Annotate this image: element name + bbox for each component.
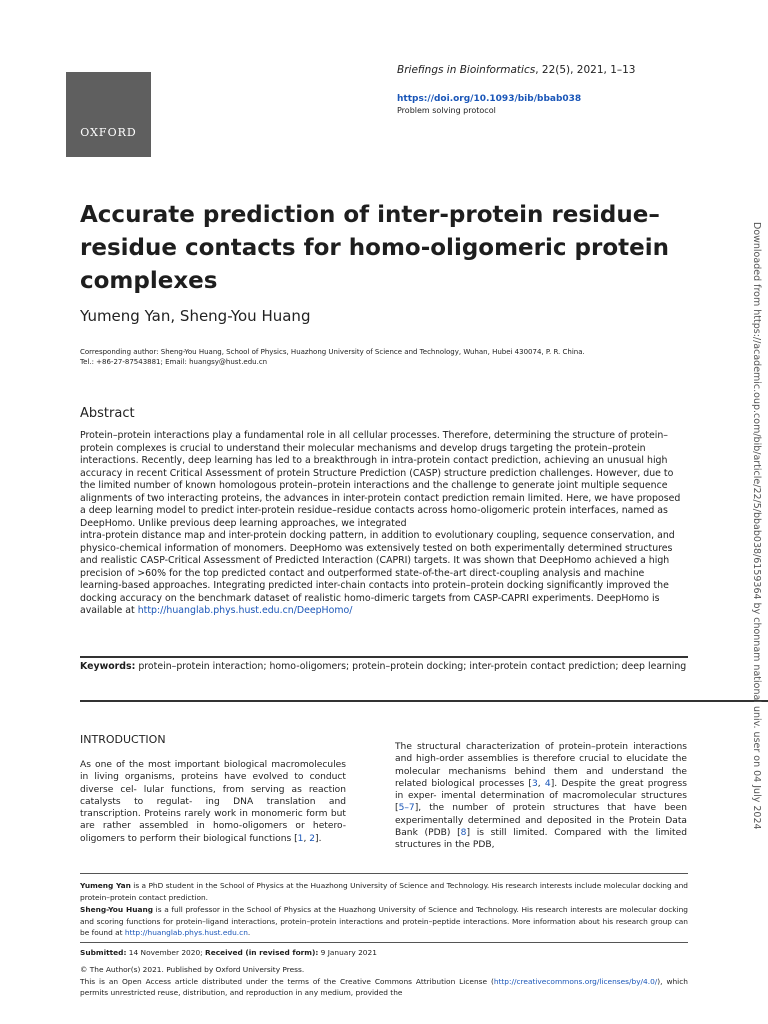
keywords bbox=[80, 660, 688, 674]
introduction-heading: INTRODUCTION bbox=[80, 733, 166, 746]
ref-8[interactable]: 8 bbox=[460, 828, 467, 839]
keywords-text: protein–protein interaction; homo-oligomers; protein–protein docking; inter-protein contact prediction; deep learning bbox=[135, 661, 687, 672]
journal-citation bbox=[397, 64, 636, 76]
ref-separator: , bbox=[303, 833, 310, 844]
received-label: Received (in revised form): bbox=[205, 948, 319, 957]
license-pre: This is an Open Access article distributed under the terms of the Creative Commons Attribution License ( bbox=[80, 976, 494, 986]
keywords-rule-bottom bbox=[80, 700, 768, 702]
bio-yan bbox=[80, 880, 688, 903]
journal-details: , 22(5), 2021, 1–13 bbox=[535, 64, 636, 76]
download-watermark: Downloaded from https://academic.oup.com/bib/article/22/5/bbab038/6159364 by chonnam national univ. user on 04 July 2024 bbox=[751, 222, 762, 830]
abstract-body bbox=[80, 430, 688, 618]
oxford-logo bbox=[66, 72, 151, 157]
bio-yan-name: Yumeng Yan bbox=[80, 881, 131, 890]
copyright-line: © The Author(s) 2021. Published by Oxford University Press. bbox=[80, 965, 305, 974]
ref-2[interactable]: 2 bbox=[309, 833, 316, 844]
introduction-left-column bbox=[80, 759, 346, 845]
intro-right-end: ] is still limited. Compared with the limited structures in the PDB, bbox=[395, 828, 687, 851]
bio-yan-text: is a PhD student in the School of Physics at the Huazhong University of Science and Technology. His research interests include molecular docking and protein–protein contact prediction. bbox=[80, 881, 688, 902]
bio-huang-text: is a full professor in the School of Physics at the Huazhong University of Science and Technology. His research interests are molecular docking and scoring functions for protein–ligand interactions, protein–protein interactions and protein–peptide interactions. More information about his research group can be found at bbox=[80, 905, 689, 937]
bio-huang-end: . bbox=[247, 928, 251, 937]
logo-text: OXFORD bbox=[80, 126, 137, 139]
paper-title: Accurate prediction of inter-protein residue–residue contacts for homo-oligomeric protein complexes bbox=[80, 202, 669, 294]
received-date: 9 January 2021 bbox=[318, 948, 377, 957]
license-link[interactable]: http://creativecommons.org/licenses/by/4.0/ bbox=[493, 976, 658, 986]
bio-huang bbox=[80, 904, 688, 939]
introduction-right-column bbox=[395, 741, 687, 852]
intro-right-text-2: ]. Despite the great progress in exper- imental determination of macromolecular structures [ bbox=[395, 778, 687, 814]
corresponding-line-2: Tel.: +86-27-87543881; Email: huangsy@hust.edu.cn bbox=[80, 358, 268, 366]
license-text bbox=[80, 976, 688, 999]
intro-left-end: ]. bbox=[315, 833, 322, 844]
ref-1[interactable]: 1 bbox=[297, 833, 304, 844]
article-type: Problem solving protocol bbox=[397, 106, 496, 115]
doi-link[interactable]: https://doi.org/10.1093/bib/bbab038 bbox=[397, 94, 582, 104]
bio-huang-name: Sheng-You Huang bbox=[80, 905, 154, 914]
submitted-date: 14 November 2020; bbox=[126, 948, 205, 957]
copyright-notice bbox=[80, 964, 688, 999]
corresponding-line-1: Corresponding author: Sheng-You Huang, School of Physics, Huazhong University of Science and Technology, Wuhan, Hubei 430074, P. R. China. bbox=[80, 348, 585, 356]
submitted-label: Submitted: bbox=[80, 948, 127, 957]
abstract-text: intra-protein distance map and inter-protein docking pattern, in addition to evolutionary coupling, sequence conservation, and physico-chemical information of monomers. DeepHomo was extensively tested on both experimentally determined structures and realistic CASP-Critical Assessment of Predicted Interaction (CAPRI) targets. It was shown that DeepHomo achieved a high precision of >60% for the top predicted contact and outperformed state-of-the-art direct-coupling analysis and machine learning-based approaches. Integrating predicted inter-chain contacts into protein–protein docking significantly improved the docking accuracy on the benchmark dataset of realistic homo-dimeric targets from CASP-CAPRI experiments. DeepHomo is available at bbox=[80, 530, 675, 616]
ref-5-7[interactable]: 5–7 bbox=[398, 803, 415, 814]
author-list: Yumeng Yan, Sheng-You Huang bbox=[80, 307, 311, 325]
abstract-paragraph-1: Protein–protein interactions play a fundamental role in all cellular processes. Therefore, determining the structure of protein–protein complexes is crucial to understand their molecular mechanisms and develop drugs targeting the protein–protein interactions. Recently, deep learning has led to a breakthrough in intra-protein contact prediction, achieving an unusual high accuracy in recent Critical Assessment of protein Structure Prediction (CASP) structure prediction challenges. However, due to the limited number of known homologous protein–protein interactions and the challenge to generate joint multiple sequence alignments of two interacting proteins, the advances in inter-protein contact prediction remain limited. Here, we have proposed a deep learning model to predict inter-protein residue–residue contacts across homo-oligomeric protein interfaces, named as DeepHomo. Unlike previous deep learning approaches, we integrated bbox=[80, 430, 681, 529]
journal-name: Briefings in Bioinformatics bbox=[397, 64, 536, 76]
corresponding-author bbox=[80, 347, 680, 367]
abstract-heading: Abstract bbox=[80, 406, 135, 421]
huanglab-link[interactable]: http://huanglab.phys.hust.edu.cn bbox=[124, 928, 248, 937]
author-bios bbox=[80, 880, 688, 940]
keywords-label: Keywords: bbox=[80, 661, 136, 672]
intro-left-text: As one of the most important biological macromolecules in living organisms, proteins have evolved to conduct diverse cel- lular functions, from serving as reaction catalysts to regulat- ing DNA translation and transcription. Proteins rarely work in monomeric form but are rather assembled in homo-oligomers or hetero-oligomers to perform their biological functions [ bbox=[80, 760, 346, 844]
submission-dates bbox=[80, 947, 688, 959]
license-post: ), which permits unrestricted reuse, distribution, and reproduction in any medium, provided the bbox=[80, 976, 688, 997]
keywords-rule-top bbox=[80, 656, 688, 658]
abstract-paragraph-2 bbox=[80, 530, 688, 618]
ref-4[interactable]: 4 bbox=[544, 778, 551, 789]
intro-right-text-3: ], the number of protein structures that have been experimentally determined and deposited in the Protein Data Bank (PDB) [ bbox=[395, 803, 687, 839]
submitted-rule bbox=[80, 942, 688, 943]
ref-3[interactable]: 3 bbox=[531, 778, 538, 789]
footnote-rule bbox=[80, 873, 688, 874]
ref-separator: , bbox=[537, 778, 545, 789]
deephomo-link[interactable]: http://huanglab.phys.hust.edu.cn/DeepHomo/ bbox=[137, 605, 353, 616]
intro-right-text: The structural characterization of protein–protein interactions and high-order assemblies is therefore crucial to elucidate the molecular mechanisms behind them and understand the related biological processes [ bbox=[395, 742, 687, 789]
